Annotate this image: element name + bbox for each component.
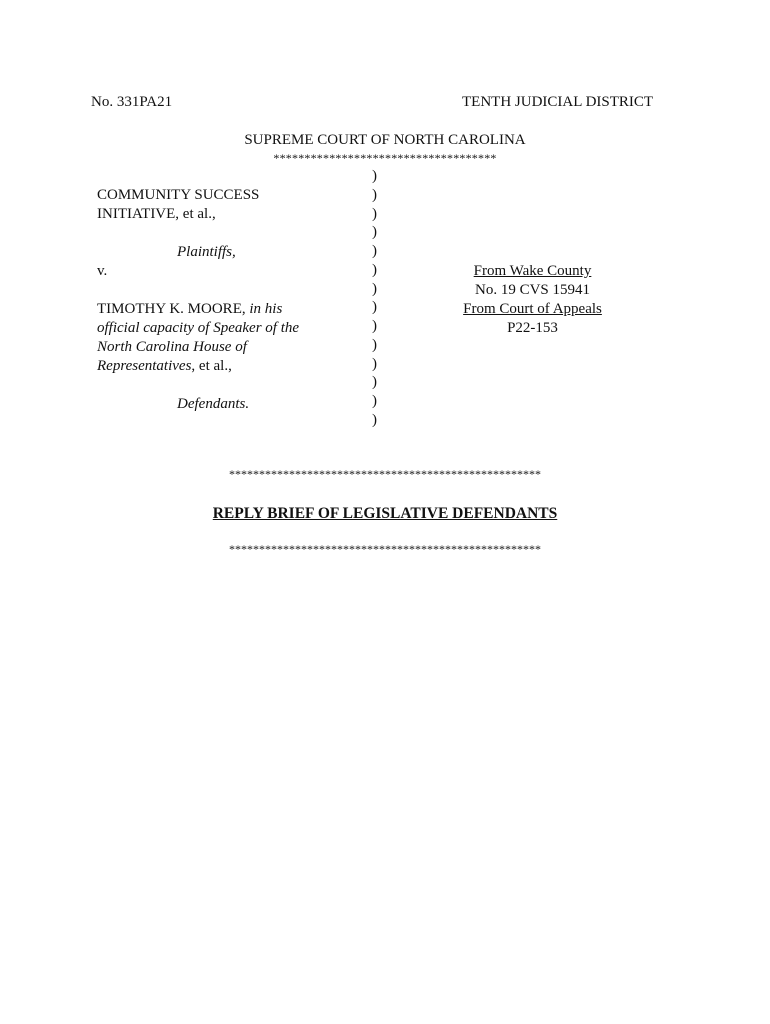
plaintiffs-label: Plaintiffs,	[177, 244, 236, 260]
case-number: No. 331PA21	[91, 94, 173, 110]
caption-paren: )	[372, 355, 377, 372]
defendant-line5	[97, 357, 367, 376]
caption-paren: )	[372, 186, 377, 203]
caption-paren: )	[372, 393, 377, 409]
case-origin	[430, 262, 635, 338]
versus-label: v.	[97, 263, 108, 279]
court-name: SUPREME COURT OF NORTH CAROLINA	[244, 132, 526, 148]
caption-paren: )	[372, 243, 377, 259]
title-separator-bottom: ****************************************************	[229, 542, 541, 556]
caption-paren: )	[372, 168, 377, 184]
caption-paren: )	[372, 374, 377, 391]
caption-paren: )	[372, 336, 377, 353]
defendant-capacity-1: in his	[249, 301, 283, 317]
defendant-name: TIMOTHY K. MOORE,	[97, 301, 246, 317]
plaintiff-name-line1: COMMUNITY SUCCESS	[97, 187, 260, 203]
caption-paren: )	[372, 261, 377, 278]
court-separator: ************************************	[273, 151, 497, 165]
caption-paren-column	[372, 167, 384, 430]
defendant-capacity-3: North Carolina House of	[97, 339, 247, 355]
district-label: TENTH JUDICIAL DISTRICT	[462, 94, 654, 110]
brief-title: REPLY BRIEF OF LEGISLATIVE DEFENDANTS	[212, 505, 558, 522]
caption-paren: )	[372, 299, 377, 316]
defendant-line1	[97, 300, 367, 319]
caption-paren: )	[372, 205, 377, 222]
defendants-label: Defendants.	[177, 396, 250, 412]
title-separator-top: ****************************************************	[229, 467, 541, 481]
defendant-capacity-4: Representatives	[97, 358, 192, 374]
defendant-etal: , et al.,	[191, 358, 232, 374]
blank-line	[97, 281, 367, 300]
origin-docket: No. 19 CVS 15941	[474, 282, 590, 298]
origin-appeals: From Court of Appeals	[463, 301, 602, 317]
blank-line	[97, 224, 367, 243]
caption-paren: )	[372, 318, 377, 334]
origin-appeals-number: P22-153	[507, 320, 558, 336]
origin-county: From Wake County	[473, 263, 592, 279]
caption-parties	[97, 186, 367, 414]
defendant-capacity-2: official capacity of Speaker of the	[97, 320, 300, 336]
caption-paren: )	[372, 224, 377, 241]
caption-paren: )	[372, 411, 377, 428]
plaintiff-name-line2: INITIATIVE, et al.,	[97, 206, 216, 222]
caption-paren: )	[372, 280, 377, 297]
blank-line	[97, 376, 367, 395]
